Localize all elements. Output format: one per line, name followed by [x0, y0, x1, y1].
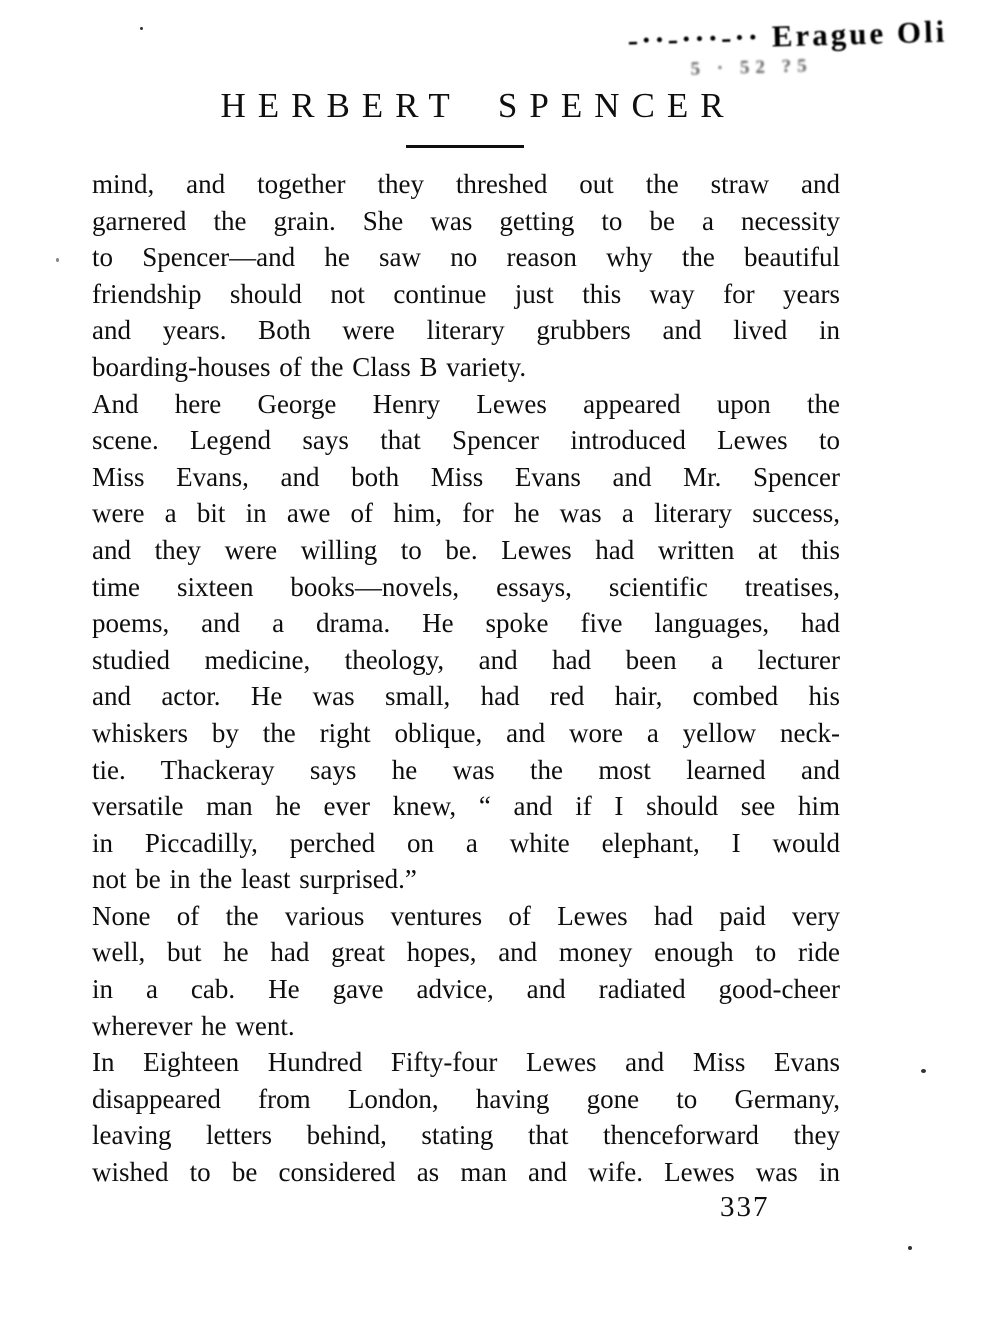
- text-line: not be in the least surprised.”: [92, 864, 417, 895]
- text-line: versatile man he ever knew, “ and if I should see him: [92, 791, 840, 822]
- text-line: in Piccadilly, perched on a white elephant, I would: [92, 827, 840, 858]
- text-line: And here George Henry Lewes appeared upon the: [92, 388, 840, 419]
- text-line: studied medicine, theology, and had been a lecturer: [92, 644, 840, 675]
- text-line: wished to be considered as man and wife. Lewes was in: [92, 1157, 840, 1188]
- text-block: [92, 166, 840, 1191]
- text-line: time sixteen books—novels, essays, scientific treatises,: [92, 571, 840, 602]
- paragraph: [92, 166, 840, 386]
- text-line: and years. Both were literary grubbers and lived in: [92, 315, 840, 346]
- text-line: disappeared from London, having gone to Germany,: [92, 1083, 840, 1114]
- text-line: leaving letters behind, stating that thenceforward they: [92, 1120, 840, 1151]
- scan-noise-speck: [56, 258, 59, 262]
- text-line: garnered the grain. She was getting to be a necessity: [92, 205, 840, 236]
- title-divider-rule: [406, 145, 524, 148]
- library-stamp-subtext: 5 · 52 ?5: [690, 55, 813, 80]
- library-stamp-text: -··-···-·· Erague Oli: [627, 13, 948, 58]
- page-number: 337: [720, 1191, 770, 1223]
- text-line: mind, and together they threshed out the straw and: [92, 169, 840, 199]
- paragraph: [92, 1044, 840, 1190]
- text-line: In Eighteen Hundred Fifty-four Lewes and Miss Evans: [92, 1047, 840, 1078]
- text-line: tie. Thackeray says he was the most learned and: [92, 754, 840, 785]
- text-line: in a cab. He gave advice, and radiated good-cheer: [92, 974, 840, 1005]
- text-line: and actor. He was small, had red hair, combed his: [92, 681, 840, 712]
- text-line: whiskers by the right oblique, and wore a yellow neck-: [92, 717, 840, 748]
- text-line: to Spencer—and he saw no reason why the beautiful: [92, 242, 840, 273]
- text-line: friendship should not continue just this way for years: [92, 278, 840, 309]
- scan-noise-speck: [908, 1246, 912, 1250]
- text-line: and they were willing to be. Lewes had written at this: [92, 534, 840, 565]
- text-line: scene. Legend says that Spencer introduced Lewes to: [92, 425, 840, 456]
- paragraph: [92, 386, 840, 898]
- scan-noise-speck: [140, 27, 143, 30]
- page-title: HERBERT SPENCER: [220, 86, 736, 125]
- text-line: poems, and a drama. He spoke five languages, had: [92, 608, 840, 639]
- text-line: wherever he went.: [92, 1010, 295, 1041]
- text-line: boarding-houses of the Class B variety.: [92, 351, 527, 382]
- text-line: Miss Evans, and both Miss Evans and Mr. Spencer: [92, 461, 840, 492]
- scan-noise-speck: [921, 1069, 926, 1073]
- library-stamp: [627, 13, 959, 82]
- text-line: None of the various ventures of Lewes had paid very: [92, 900, 840, 931]
- text-line: well, but he had great hopes, and money enough to ride: [92, 937, 840, 968]
- text-line: were a bit in awe of him, for he was a literary success,: [92, 498, 840, 529]
- paragraph: [92, 898, 840, 1044]
